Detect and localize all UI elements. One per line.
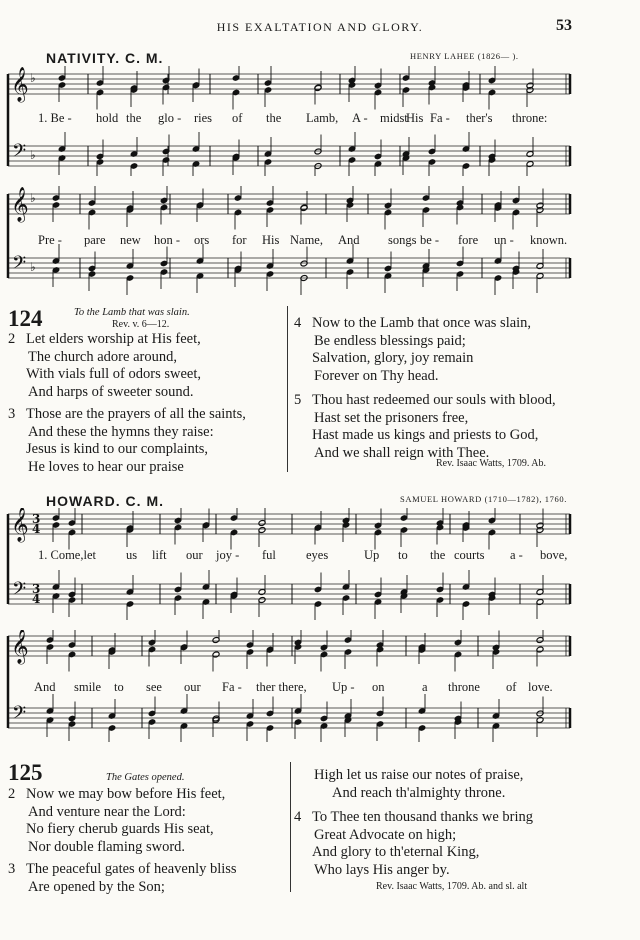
note <box>342 595 350 615</box>
lyric-syllable: glo - <box>158 111 182 125</box>
note <box>148 719 156 739</box>
note <box>488 66 496 84</box>
note <box>374 140 382 160</box>
note <box>202 522 210 542</box>
note <box>536 717 544 737</box>
note <box>174 508 182 524</box>
note <box>130 137 138 157</box>
note <box>46 694 54 714</box>
lyric-syllable: Pre - <box>38 233 62 247</box>
note <box>266 186 274 206</box>
lyric-syllable: midst <box>380 111 408 125</box>
stanza-2-125: 2 Now we may bow before His feet, And venture near the Lord: No fiery cherub guards His seat, Nor double flaming sword. <box>8 786 226 855</box>
lyric-syllable: of <box>506 680 517 694</box>
verses-left-124 <box>8 331 246 476</box>
lyric-syllable: 1. Come,let <box>38 548 96 562</box>
note <box>536 599 544 619</box>
verses-left-125 <box>8 786 237 896</box>
note <box>402 87 410 107</box>
lyric-syllable: joy - <box>216 548 240 562</box>
note <box>436 597 444 617</box>
note <box>428 66 436 86</box>
treble-clef-icon: 𝄞 <box>11 67 29 102</box>
note <box>314 601 322 620</box>
note <box>384 273 392 293</box>
note <box>180 723 188 742</box>
note <box>174 573 182 593</box>
lyric-syllable: ther there, <box>256 680 307 694</box>
note <box>492 649 500 669</box>
time-signature: 3 <box>32 512 41 526</box>
flat-sign-icon: ♭ <box>30 148 36 162</box>
note <box>264 137 272 157</box>
note <box>126 249 134 269</box>
note <box>400 593 408 613</box>
note <box>428 159 436 176</box>
time-signature: 4 <box>32 592 41 606</box>
note <box>402 155 410 175</box>
note <box>258 597 266 617</box>
verses-right-125 <box>294 767 533 879</box>
column-divider-125 <box>290 762 291 892</box>
treble-staff <box>8 514 570 534</box>
note <box>126 207 134 227</box>
note <box>374 161 382 176</box>
note <box>88 252 96 272</box>
note <box>526 137 534 157</box>
note <box>108 725 116 742</box>
note <box>192 132 200 152</box>
note <box>400 527 408 547</box>
lyric-syllable: see <box>146 680 162 694</box>
lyric-syllable: ors <box>194 233 210 247</box>
note <box>536 527 544 547</box>
note <box>536 249 544 269</box>
note <box>96 66 104 86</box>
note <box>46 644 54 664</box>
note <box>126 527 134 547</box>
note <box>488 529 496 549</box>
note <box>462 570 470 590</box>
note <box>148 630 156 646</box>
stanza-3: 3 Those are the prayers of all the saints, And these the hymns they raise: Jesus is kind to our complaints, He loves to hear our praise <box>8 406 246 475</box>
treble-clef-icon: 𝄞 <box>11 187 29 222</box>
stanza-3-125: 3 The peaceful gates of heavenly bliss Are opened by the Son; <box>8 861 237 895</box>
note <box>258 527 266 547</box>
note <box>52 202 60 222</box>
note <box>130 87 138 107</box>
note <box>492 723 500 742</box>
note <box>68 578 76 598</box>
note <box>160 186 168 204</box>
note <box>320 651 328 671</box>
note <box>88 271 96 291</box>
scripture-reference-124: Rev. v. 6—12. <box>112 319 170 330</box>
stanza-2: 2 Let elders worship at His feet, The church adore around, With vials full of odors sweet, And harps of sweeter sound. <box>8 331 201 400</box>
note <box>126 601 134 620</box>
stanza-4: 4 Now to the Lamb that once was slain, Be endless blessings paid; Salvation, glory, joy remain Forever on Thy head. <box>294 315 532 384</box>
note <box>68 702 76 722</box>
composer-howard: SAMUEL HOWARD (1710—1782), 1760. <box>400 494 567 504</box>
lyric-syllable: His <box>262 233 280 247</box>
note <box>232 89 240 109</box>
note <box>314 163 322 176</box>
note <box>266 725 274 742</box>
lyric-syllable: Up <box>364 548 380 562</box>
bass-staff <box>8 584 570 604</box>
note <box>512 186 520 204</box>
note <box>454 651 462 671</box>
note <box>320 702 328 722</box>
lyric-syllable: on <box>372 680 385 694</box>
lyric-syllable: songs <box>388 233 417 247</box>
note <box>108 649 116 669</box>
note <box>162 135 170 155</box>
note <box>454 702 462 722</box>
lyric-syllable: Lamb, <box>306 111 339 125</box>
note <box>180 694 188 714</box>
note <box>202 570 210 590</box>
stanza-3-cont-125: High let us raise our notes of praise, And reach th'almighty throne. <box>314 767 524 801</box>
note <box>526 87 534 107</box>
music-system-howard-1 <box>0 508 640 620</box>
note <box>264 66 272 86</box>
note <box>462 132 470 152</box>
note <box>462 163 470 176</box>
note <box>314 573 322 593</box>
lyric-syllable: throne <box>448 680 480 694</box>
note <box>462 522 470 542</box>
note <box>294 630 302 646</box>
lyric-syllable: fore <box>458 233 479 247</box>
bass-clef-icon: 𝄢 <box>12 253 27 278</box>
note <box>320 723 328 742</box>
note <box>212 717 220 737</box>
lyric-syllable: our <box>184 680 201 694</box>
note <box>246 721 254 741</box>
note <box>374 89 382 109</box>
note <box>300 247 308 267</box>
tune-name-nativity: NATIVITY. C. M. <box>46 50 164 66</box>
note <box>230 593 238 613</box>
bass-staff <box>8 146 570 166</box>
note <box>68 508 76 526</box>
note <box>346 202 354 222</box>
note <box>126 275 134 295</box>
verses-right-124 <box>294 315 556 462</box>
note <box>384 252 392 272</box>
lyric-syllable: a - <box>510 548 523 562</box>
note <box>246 649 254 669</box>
note <box>376 697 384 717</box>
flat-sign-icon: ♭ <box>30 191 36 205</box>
lyric-syllable: our <box>186 548 203 562</box>
lyric-syllable: for <box>232 233 247 247</box>
lyric-syllable: to <box>114 680 124 694</box>
note <box>196 273 204 293</box>
note <box>344 649 352 669</box>
note <box>266 271 274 291</box>
note <box>402 137 410 157</box>
lyric-syllable: the <box>266 111 282 125</box>
author-credit-124: Rev. Isaac Watts, 1709. Ab. <box>436 458 547 469</box>
note <box>266 207 274 227</box>
note <box>422 249 430 269</box>
lyric-syllable: His <box>406 111 424 125</box>
note <box>512 252 520 272</box>
note <box>46 630 54 643</box>
note <box>488 578 496 598</box>
note <box>68 651 76 671</box>
note <box>456 247 464 267</box>
lyric-syllable: Up - <box>332 680 355 694</box>
note <box>202 599 210 619</box>
note <box>52 570 60 590</box>
lyric-syllable: the <box>126 111 142 125</box>
note <box>174 595 182 615</box>
note <box>348 132 356 152</box>
note <box>108 699 116 719</box>
note <box>494 275 502 295</box>
note <box>536 697 544 717</box>
note <box>294 719 302 739</box>
note <box>68 721 76 741</box>
note <box>212 651 220 671</box>
note <box>264 159 272 176</box>
note <box>462 82 470 102</box>
bass-clef-icon: 𝄢 <box>12 703 27 728</box>
note <box>344 699 352 719</box>
note <box>454 630 462 646</box>
note <box>374 529 382 549</box>
note <box>374 578 382 598</box>
lyric-syllable: lift <box>152 548 167 562</box>
lyric-syllable: to <box>398 548 408 562</box>
note <box>314 135 322 155</box>
note <box>376 630 384 648</box>
note <box>494 202 502 222</box>
note <box>180 644 188 664</box>
treble-staff <box>8 74 570 94</box>
stanza-5: 5 Thou hast redeemed our souls with blood, Hast set the prisoners free, Hast made us kings and priests to God, And we shall reign with Thee. <box>294 392 556 461</box>
note <box>400 575 408 595</box>
stanza-4-125: 4 To Thee ten thousand thanks we bring Great Advocate on high; And glory to th'eternal King, Who lays His anger by. <box>294 809 534 878</box>
column-divider-124 <box>287 306 288 472</box>
treble-clef-icon: 𝄞 <box>11 508 29 542</box>
note <box>456 186 464 206</box>
note <box>456 271 464 291</box>
lyric-syllable: eyes <box>306 548 329 562</box>
note <box>342 508 350 524</box>
note <box>68 597 76 617</box>
note <box>348 66 356 84</box>
hymn-topic-124: To the Lamb that was slain. <box>74 307 190 318</box>
lyric-syllable: ful <box>262 548 276 562</box>
bass-clef-icon: 𝄢 <box>12 141 27 166</box>
treble-clef-icon: 𝄞 <box>11 630 29 664</box>
note <box>428 135 436 155</box>
note <box>344 630 352 643</box>
note <box>488 508 496 524</box>
note <box>148 697 156 717</box>
note <box>488 140 496 160</box>
note <box>234 267 242 287</box>
note <box>234 209 242 229</box>
note <box>68 630 76 648</box>
note <box>52 593 60 613</box>
note <box>512 269 520 289</box>
lyric-syllable: Fa - <box>430 111 450 125</box>
lyric-syllable: us <box>126 548 138 562</box>
note <box>230 508 238 521</box>
note <box>46 717 54 737</box>
note <box>344 717 352 737</box>
note <box>266 697 274 717</box>
note <box>232 155 240 175</box>
lyric-syllable: hold <box>96 111 119 125</box>
note <box>192 161 200 176</box>
lyric-syllable: known. <box>530 233 568 247</box>
note <box>52 508 60 521</box>
note <box>266 249 274 269</box>
lyric-syllable: hon - <box>154 233 181 247</box>
note <box>58 155 66 175</box>
lyric-syllable: smile <box>74 680 102 694</box>
note <box>294 644 302 664</box>
flat-sign-icon: ♭ <box>30 260 36 274</box>
time-signature: 3 <box>32 582 41 596</box>
running-title: HIS EXALTATION AND GLORY. <box>216 20 424 34</box>
note <box>422 267 430 287</box>
note <box>462 601 470 620</box>
lyric-syllable: And <box>338 233 360 247</box>
note <box>294 694 302 714</box>
note <box>346 186 354 204</box>
lyric-syllable: a <box>422 680 428 694</box>
note <box>88 209 96 229</box>
lyric-syllable: of <box>232 111 243 125</box>
note <box>130 163 138 176</box>
note <box>418 725 426 742</box>
lyric-syllable: bove, <box>540 548 568 562</box>
note <box>488 89 496 109</box>
note <box>526 161 534 176</box>
note <box>192 82 200 102</box>
note <box>342 522 350 542</box>
note <box>536 575 544 595</box>
note <box>88 186 96 206</box>
note <box>418 644 426 664</box>
note <box>536 207 544 227</box>
hymn-number-125: 125 <box>8 760 43 785</box>
note <box>52 267 60 287</box>
note <box>264 87 272 107</box>
note <box>196 202 204 222</box>
note <box>58 132 66 152</box>
lyric-syllable: love. <box>528 680 553 694</box>
time-signature: 4 <box>32 522 41 536</box>
hymn-topic-125: The Gates opened. <box>106 772 185 783</box>
note <box>68 529 76 549</box>
page-number: 53 <box>556 17 572 34</box>
note <box>536 273 544 293</box>
lyric-syllable: new <box>120 233 141 247</box>
note <box>376 721 384 741</box>
flat-sign-icon: ♭ <box>30 71 36 85</box>
note <box>160 269 168 289</box>
note <box>454 719 462 739</box>
tune-name-howard: HOWARD. C. M. <box>46 493 164 509</box>
note <box>52 522 60 542</box>
note <box>400 508 408 521</box>
lyric-syllable: Fa - <box>222 680 242 694</box>
composer-nativity: HENRY LAHEE (1826— ). <box>410 51 519 61</box>
note <box>348 82 356 102</box>
lyric-syllable: throne: <box>512 111 548 125</box>
note <box>96 89 104 109</box>
note <box>230 529 238 549</box>
lyric-syllable: ther's <box>466 111 493 125</box>
note <box>162 66 170 84</box>
note <box>246 699 254 719</box>
lyric-syllable: be - <box>420 233 440 247</box>
note <box>384 209 392 229</box>
lyric-syllable: courts <box>454 548 485 562</box>
note <box>342 570 350 590</box>
lyric-syllable: the <box>430 548 446 562</box>
lyric-syllable: pare <box>84 233 106 247</box>
note <box>58 82 66 102</box>
note <box>512 209 520 229</box>
note <box>418 694 426 714</box>
note <box>492 699 500 719</box>
note <box>126 575 134 595</box>
lyric-syllable: A - <box>352 111 368 125</box>
note <box>374 599 382 619</box>
bass-clef-icon: 𝄢 <box>12 579 27 604</box>
lyric-syllable: Name, <box>290 233 323 247</box>
lyric-syllable: And <box>34 680 56 694</box>
note <box>436 508 444 526</box>
note <box>346 269 354 289</box>
lyric-syllable: 1. Be - <box>38 111 72 125</box>
note <box>96 140 104 160</box>
note <box>96 159 104 176</box>
note <box>422 207 430 227</box>
author-credit-125: Rev. Isaac Watts, 1709. Ab. and sl. alt <box>376 881 528 892</box>
lyric-syllable: un - <box>494 233 514 247</box>
note <box>436 573 444 593</box>
lyric-syllable: ries <box>194 111 213 125</box>
note <box>258 575 266 595</box>
note <box>246 630 254 648</box>
note <box>488 595 496 615</box>
note <box>160 247 168 267</box>
hymn-number-124: 124 <box>8 306 43 331</box>
